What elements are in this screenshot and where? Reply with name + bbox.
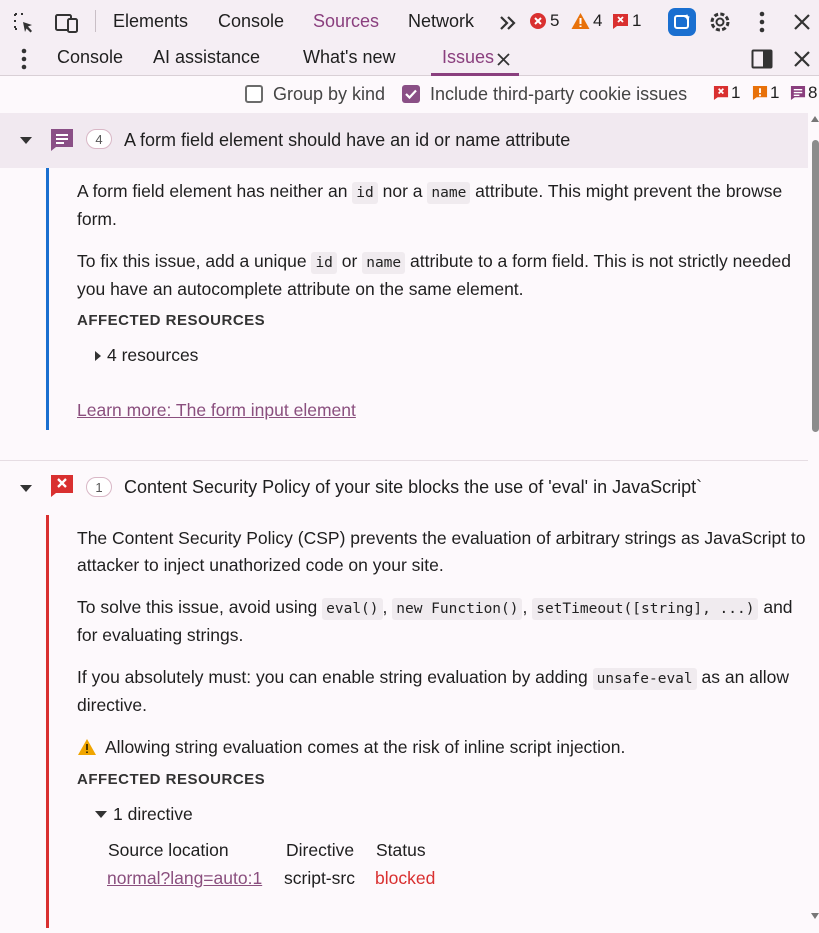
issue-fix-line: you have an autocomplete attribute on the same element. [77, 279, 524, 299]
issue-count-badge: 1 [86, 477, 112, 497]
resources-count-label: 1 directive [113, 804, 193, 824]
text-fragment: nor a [377, 181, 428, 201]
settings-gear-icon[interactable] [707, 9, 733, 35]
close-drawer-icon[interactable] [790, 47, 814, 71]
warning-message [77, 733, 808, 761]
warning-count-value: 1 [770, 83, 780, 102]
issues-warning-count [752, 83, 779, 103]
warnings-count: 4 [593, 11, 603, 30]
issue-fix-paragraph [77, 593, 808, 621]
ai-assistant-icon[interactable] [668, 8, 696, 36]
issue-fix-line: for evaluating strings. [77, 625, 244, 645]
tab-elements[interactable]: Elements [113, 11, 189, 31]
errors-counter[interactable] [529, 11, 559, 31]
issue-header-form-field[interactable] [0, 113, 808, 168]
text-fragment: A form field element has neither an [77, 181, 353, 201]
collapse-triangle-icon[interactable] [20, 485, 32, 492]
third-party-cookie-checkbox[interactable] [402, 85, 420, 103]
warning-text: Allowing string evaluation comes at the risk of inline script injection. [105, 737, 626, 757]
group-by-kind-label[interactable]: Group by kind [273, 84, 386, 104]
text-fragment: , [382, 597, 393, 617]
affected-resources-heading: AFFECTED RESOURCES [77, 312, 266, 329]
devtools-main-toolbar [0, 0, 819, 44]
text-fragment: To solve this issue, avoid using [77, 597, 323, 617]
issue-kind-bar [46, 168, 49, 430]
code-snippet: name [362, 252, 405, 274]
issues-counter[interactable] [612, 11, 641, 31]
scroll-up-arrow-icon[interactable] [810, 114, 819, 124]
issue-description-line: attacker to inject unathorized code on your site. [77, 555, 444, 575]
dock-side-panel-icon[interactable] [750, 47, 774, 71]
tab-console[interactable]: Console [218, 11, 285, 31]
info-message-icon [790, 85, 806, 101]
error-circle-icon [529, 12, 547, 30]
error-issue-icon [49, 473, 75, 504]
errors-count: 5 [550, 11, 560, 30]
drawer-tab-issues[interactable]: Issues [442, 47, 495, 67]
inspect-element-icon[interactable] [12, 11, 36, 35]
scrollbar-thumb[interactable] [812, 140, 819, 432]
code-snippet: new Function() [392, 598, 522, 620]
source-location-link[interactable]: normal?lang=auto:1 [107, 868, 263, 888]
collapse-triangle-icon[interactable] [20, 137, 32, 144]
issues-toolbar [0, 76, 819, 114]
issue-allow-line: directive. [77, 695, 148, 715]
code-snippet: eval() [322, 598, 382, 620]
drawer-menu-kebab-icon[interactable] [14, 46, 34, 72]
issue-body-csp-eval [46, 515, 808, 928]
issues-info-count [790, 83, 817, 103]
warnings-counter[interactable] [571, 11, 602, 31]
issue-fix-paragraph [77, 247, 808, 275]
issue-description-line: The Content Security Policy (CSP) prevents the evaluation of arbitrary strings as JavaScript to [77, 528, 806, 548]
text-fragment: and [758, 597, 793, 617]
text-fragment: or [336, 251, 363, 271]
issue-flag-icon [612, 13, 629, 30]
error-flag-icon [713, 85, 729, 101]
resources-toggle[interactable] [95, 804, 193, 825]
text-fragment: , [522, 597, 533, 617]
warning-flag-icon [752, 85, 768, 101]
text-fragment: If you absolutely must: you can enable string evaluation by adding [77, 667, 593, 687]
text-fragment: To fix this issue, add a unique [77, 251, 312, 271]
issue-count-badge: 4 [86, 129, 112, 149]
issue-description-line: form. [77, 209, 117, 229]
more-tabs-chevron-icon[interactable] [497, 12, 519, 34]
directive-value: script-src [284, 868, 355, 888]
scroll-down-arrow-icon[interactable] [810, 911, 819, 921]
issue-body-form-field [46, 168, 808, 430]
text-fragment: attribute. This might prevent the browse [470, 181, 783, 201]
resources-count-label: 4 resources [107, 345, 199, 365]
issue-title: Content Security Policy of your site blocks the use of 'eval' in JavaScript` [124, 477, 703, 497]
issue-allow-paragraph [77, 663, 808, 691]
toolbar-divider [95, 10, 96, 32]
issue-title: A form field element should have an id or name attribute [124, 130, 571, 150]
drawer-tab-ai-assistance[interactable]: AI assistance [153, 47, 261, 67]
drawer-tab-console[interactable]: Console [57, 47, 124, 67]
page-issue-icon [49, 127, 75, 158]
warning-triangle-icon [571, 12, 590, 30]
issue-description-paragraph [77, 177, 808, 205]
issues-count: 1 [632, 11, 642, 30]
text-fragment: attribute to a form field. This is not strictly needed [405, 251, 791, 271]
close-issues-tab-icon[interactable] [494, 49, 512, 69]
table-header-status: Status [376, 840, 426, 860]
collapse-triangle-icon [95, 811, 107, 818]
code-snippet: name [427, 182, 470, 204]
learn-more-container [77, 396, 808, 424]
close-devtools-icon[interactable] [790, 10, 814, 34]
tab-sources[interactable]: Sources [313, 11, 380, 31]
table-header-directive: Directive [286, 840, 355, 860]
resources-toggle[interactable] [95, 345, 198, 366]
tab-network[interactable]: Network [408, 11, 475, 31]
status-value: blocked [375, 868, 436, 888]
text-fragment: as an allow [696, 667, 790, 687]
error-count-value: 1 [731, 83, 741, 102]
code-snippet: id [311, 252, 336, 274]
affected-resources-heading: AFFECTED RESOURCES [77, 771, 266, 788]
more-options-kebab-icon[interactable] [750, 10, 774, 34]
table-header-source: Source location [108, 840, 229, 860]
warning-triangle-icon [77, 738, 97, 756]
third-party-cookie-label[interactable]: Include third-party cookie issues [430, 84, 688, 104]
code-snippet: unsafe-eval [593, 668, 697, 690]
issue-kind-bar [46, 515, 49, 928]
issues-error-count [713, 83, 740, 103]
drawer-tabbar [0, 44, 819, 76]
learn-more-link[interactable]: Learn more: The form input element [77, 400, 356, 420]
drawer-tab-whats-new[interactable]: What's new [303, 47, 396, 67]
code-snippet: setTimeout([string], ...) [532, 598, 758, 620]
group-by-kind-checkbox[interactable] [245, 85, 263, 103]
device-toolbar-icon[interactable] [54, 11, 80, 35]
info-count-value: 8 [808, 83, 818, 102]
issue-header-csp-eval[interactable] [0, 460, 808, 515]
expand-triangle-icon [95, 351, 101, 361]
code-snippet: id [352, 182, 377, 204]
